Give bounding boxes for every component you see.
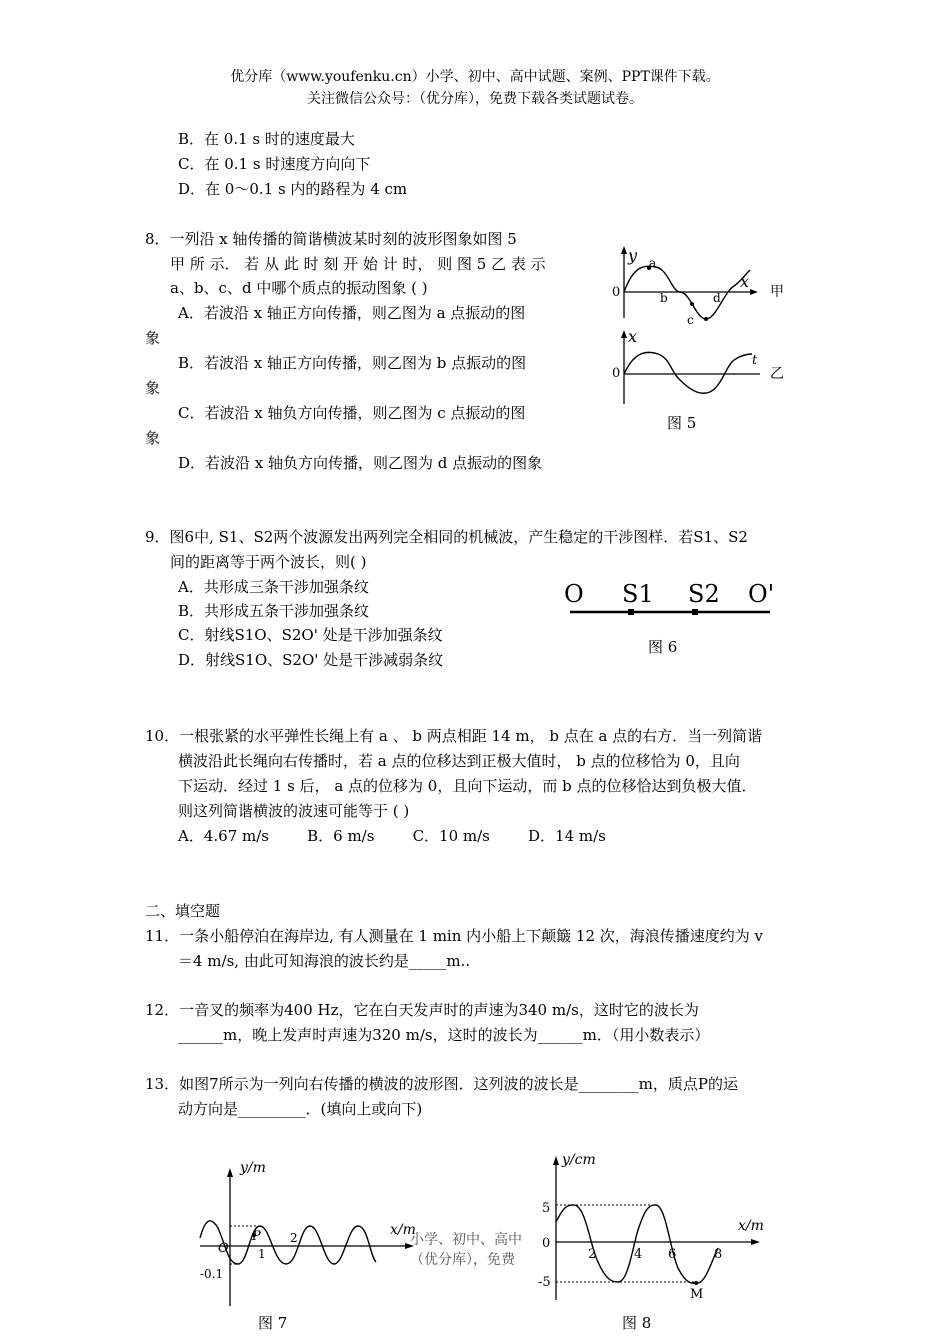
fig8-tick-8: 8 bbox=[714, 1247, 723, 1262]
fig8-zero: 0 bbox=[542, 1236, 551, 1251]
fig6-label-o-prime: O' bbox=[748, 580, 775, 608]
q8-option-b-wrap: 象 bbox=[145, 379, 161, 397]
fig7-y-label: y/m bbox=[240, 1160, 266, 1176]
fig8-y-arrow bbox=[553, 1156, 559, 1165]
q7-option-d: D．在 0～0.1 s 内的路程为 4 cm bbox=[178, 180, 408, 198]
q9-line-2: 间的距离等于两个波长，则( ) bbox=[170, 553, 367, 571]
fig5-jia-y-arrow bbox=[621, 246, 627, 254]
q9-option-d: D．射线S1O、S2O' 处是干涉减弱条纹 bbox=[178, 651, 444, 669]
fig6-caption: 图 6 bbox=[648, 638, 678, 656]
fig5-point-c-dot bbox=[690, 302, 694, 306]
fig8-tick-4: 4 bbox=[634, 1247, 643, 1262]
header-line-1: 优分库（www.youfenku.cn）小学、初中、高中试题、案例、PPT课件下载。 bbox=[230, 69, 720, 85]
section-2-title: 二、填空题 bbox=[145, 902, 221, 920]
q8-option-a-wrap: 象 bbox=[145, 329, 161, 347]
fig6-label-s2: S2 bbox=[688, 580, 720, 608]
fig5-label-d: d bbox=[713, 291, 721, 305]
fig5-label-b: b bbox=[660, 291, 668, 305]
figure-7 bbox=[198, 1156, 428, 1336]
q12-line-1: 12．一音叉的频率为400 Hz，它在白天发声时的声速为340 m/s，这时它的波长为 bbox=[145, 1001, 699, 1019]
fig5-caption: 图 5 bbox=[667, 414, 697, 432]
fig6-label-o: O bbox=[564, 580, 584, 608]
q7-option-b: B．在 0.1 s 时的速度最大 bbox=[178, 130, 355, 148]
q11-line-1: 11．一条小船停泊在海岸边, 有人测量在 1 min 内小船上下颠簸 12 次，海浪传播速度约为 v bbox=[145, 927, 764, 945]
fig5-zero-1: 0 bbox=[612, 285, 621, 300]
fig5-yi-label: 乙 bbox=[770, 366, 784, 382]
fig8-wave bbox=[556, 1205, 718, 1283]
q11-line-2: ＝4 m/s, 由此可知海浪的波长约是_____m.. bbox=[178, 952, 471, 970]
q9-option-c: C．射线S1O、S2O' 处是干涉加强条纹 bbox=[178, 626, 443, 644]
q10-options: A．4.67 m/s B．6 m/s C．10 m/s D．14 m/s bbox=[178, 827, 606, 845]
q8-option-c: C．若波沿 x 轴负方向传播，则乙图为 c 点振动的图 bbox=[178, 404, 526, 422]
q8-option-c-wrap: 象 bbox=[145, 429, 161, 447]
q10-line-2: 横波沿此长绳向右传播时，若 a 点的位移达到正极大值时， b 点的位移恰为 0，且向 bbox=[178, 752, 740, 770]
fig8-x-label: x/m bbox=[738, 1218, 764, 1234]
q13-line-2: 动方向是_________．(填向上或向下) bbox=[178, 1100, 423, 1118]
fig7-tick-2: 2 bbox=[290, 1231, 298, 1245]
fig7-y-arrow bbox=[227, 1168, 233, 1177]
q8-option-b: B．若波沿 x 轴正方向传播，则乙图为 b 点振动的图 bbox=[178, 354, 527, 372]
q12-line-2: ______m，晚上发声时声速为320 m/s，这时的波长为______m．（用小数表示） bbox=[178, 1026, 710, 1044]
header-line-2: 关注微信公众号：（优分库），免费下载各类试题试卷。 bbox=[307, 91, 643, 107]
fig5-x-label: x bbox=[740, 272, 750, 291]
q8-line-1: 8．一列沿 x 轴传播的简谐横波某时刻的波形图象如图 5 bbox=[145, 230, 517, 248]
fig5-yi-y-arrow bbox=[621, 330, 627, 338]
fig5-y-label: y bbox=[628, 246, 638, 265]
fig8-neg-five: -5 bbox=[538, 1275, 551, 1290]
q9-line-1: 9．图6中, S1、S2两个波源发出两列完全相同的机械波，产生稳定的干涉图样．若S1、S2 bbox=[145, 528, 748, 546]
fig5-point-c2-dot bbox=[704, 317, 708, 321]
fig6-s1-marker bbox=[628, 609, 634, 615]
q8-option-a: A．若波沿 x 轴正方向传播，则乙图为 a 点振动的图 bbox=[178, 304, 526, 322]
watermark-line-1: 小学、初中、高中 bbox=[410, 1232, 522, 1248]
fig5-x2-label: x bbox=[628, 327, 638, 346]
fig8-tick-2: 2 bbox=[588, 1247, 597, 1262]
fig8-m-label: M bbox=[690, 1287, 704, 1302]
fig5-yi-wave bbox=[624, 352, 752, 393]
q10-line-3: 下运动．经过 1 s 后， a 点的位移为 0，且向下运动，而 b 点的位移恰达到负极大值． bbox=[178, 777, 757, 795]
fig8-point-m bbox=[694, 1281, 698, 1285]
fig5-jia-x-arrow bbox=[750, 289, 758, 295]
fig7-p-label: P bbox=[252, 1229, 261, 1244]
figure-5 bbox=[600, 240, 800, 440]
fig8-caption: 图 8 bbox=[622, 1314, 652, 1332]
fig7-x-label: x/m bbox=[390, 1222, 416, 1238]
fig8-y-label: y/cm bbox=[562, 1152, 596, 1168]
fig5-label-c: c bbox=[687, 313, 694, 327]
fig6-s2-marker bbox=[692, 609, 698, 615]
fig5-zero-2: 0 bbox=[612, 366, 621, 381]
watermark-line-2: （优分库），免费 bbox=[410, 1252, 515, 1268]
q9-option-a: A．共形成三条干涉加强条纹 bbox=[178, 578, 369, 596]
q8-line-2: 甲 所 示． 若 从 此 时 刻 开 始 计 时， 则 图 5 乙 表 示 bbox=[170, 255, 546, 273]
fig6-label-s1: S1 bbox=[622, 580, 654, 608]
fig8-x-arrow bbox=[751, 1239, 760, 1245]
q9-option-b: B．共形成五条干涉加强条纹 bbox=[178, 602, 370, 620]
fig5-t-label: t bbox=[752, 353, 758, 368]
q8-option-d: D．若波沿 x 轴负方向传播，则乙图为 d 点振动的图象 bbox=[178, 454, 543, 472]
q10-line-1: 10．一根张紧的水平弹性长绳上有 a 、 b 两点相距 14 m， b 点在 a 点的右方．当一列简谐 bbox=[145, 727, 763, 745]
q10-line-4: 则这列简谐横波的波速可能等于 ( ) bbox=[178, 802, 410, 820]
figure-6 bbox=[560, 572, 790, 662]
q13-line-1: 13．如图7所示为一列向右传播的横波的波形图．这列波的波长是________m，质点P的运 bbox=[145, 1075, 738, 1093]
fig5-label-a: a bbox=[649, 256, 657, 270]
figure-8 bbox=[528, 1150, 768, 1340]
fig7-tick-1: 1 bbox=[258, 1247, 266, 1261]
q8-line-3: a、b、c、d 中哪个质点的振动图象 ( ) bbox=[170, 279, 428, 297]
fig7-neg: -0.1 bbox=[200, 1267, 224, 1281]
fig7-origin: O bbox=[218, 1241, 229, 1256]
fig7-caption: 图 7 bbox=[258, 1314, 288, 1332]
q7-option-c: C．在 0.1 s 时速度方向向下 bbox=[178, 155, 371, 173]
fig8-five: 5 bbox=[542, 1201, 551, 1216]
fig5-jia-label: 甲 bbox=[770, 284, 784, 300]
fig8-tick-6: 6 bbox=[668, 1247, 677, 1262]
